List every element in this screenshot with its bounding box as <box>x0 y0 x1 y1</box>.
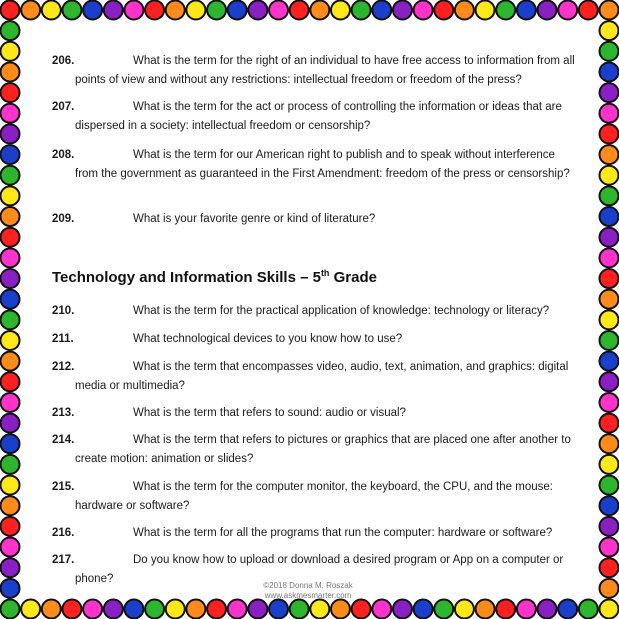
border-circle <box>600 496 619 515</box>
border-circle <box>579 600 598 619</box>
border-circle <box>1 352 20 371</box>
border-circle <box>104 1 123 20</box>
border-circle <box>517 1 536 20</box>
border-circle <box>600 310 619 329</box>
worksheet-page <box>28 26 598 600</box>
border-circle <box>352 600 371 619</box>
border-circle <box>600 207 619 226</box>
border-circle <box>600 1 619 20</box>
border-circle <box>600 434 619 453</box>
border-circle <box>166 1 185 20</box>
border-circle <box>496 1 515 20</box>
border-circle <box>1 310 20 329</box>
border-circle <box>476 1 495 20</box>
border-circle <box>579 1 598 20</box>
question-text: What is the term for the right of an individual to have free access to information from all points of view and without any restrictions: intellectual freedom or freedom of the press? <box>75 55 575 86</box>
border-circle <box>600 269 619 288</box>
border-circle <box>600 186 619 205</box>
border-circle <box>600 145 619 164</box>
border-circle <box>600 21 619 40</box>
border-circle <box>558 600 577 619</box>
border-circle <box>1 145 20 164</box>
border-circle <box>600 538 619 557</box>
border-circle <box>21 1 40 20</box>
question-206 <box>52 52 577 90</box>
border-circle <box>600 248 619 267</box>
border-circle <box>228 1 247 20</box>
border-circle <box>600 579 619 598</box>
border-circle <box>290 600 309 619</box>
border-circle <box>414 1 433 20</box>
question-text: What is the term for the computer monitor, the keyboard, the CPU, and the mouse: hardware or software? <box>75 481 553 512</box>
border-circle <box>600 517 619 536</box>
border-circle <box>1 104 20 123</box>
border-circle <box>538 600 557 619</box>
border-circle <box>1 21 20 40</box>
question-211 <box>52 330 577 349</box>
border-circle <box>1 186 20 205</box>
question-212 <box>52 358 577 396</box>
question-text: What is the term for the practical application of knowledge: technology or literacy? <box>133 305 550 317</box>
border-circle <box>269 600 288 619</box>
border-circle <box>1 42 20 61</box>
border-circle <box>1 124 20 143</box>
question-209 <box>52 210 577 229</box>
question-number: 209. <box>52 213 75 225</box>
border-circle <box>393 1 412 20</box>
border-circle <box>600 455 619 474</box>
question-number: 212. <box>52 361 75 373</box>
question-number: 208. <box>52 149 75 161</box>
border-circle <box>600 600 619 619</box>
border-circle <box>1 496 20 515</box>
border-circle <box>414 600 433 619</box>
question-213 <box>52 404 577 423</box>
question-text: What is the term for the act or process of controlling the information or ideas that are dispersed in a society: intellectual freedom or censorship? <box>75 101 562 132</box>
border-circle <box>186 1 205 20</box>
border-circle <box>1 290 20 309</box>
border-circle <box>1 166 20 185</box>
border-circle <box>228 600 247 619</box>
border-circle <box>1 331 20 350</box>
border-circle <box>207 600 226 619</box>
question-216 <box>52 524 577 543</box>
border-circle <box>310 1 329 20</box>
border-circle <box>1 393 20 412</box>
border-circle <box>1 207 20 226</box>
question-number: 216. <box>52 527 75 539</box>
question-text: What is your favorite genre or kind of literature? <box>133 213 376 225</box>
question-text: What is the term for all the programs that run the computer: hardware or software? <box>133 527 553 539</box>
question-number: 211. <box>52 333 74 345</box>
border-circle <box>372 1 391 20</box>
border-circle <box>310 600 329 619</box>
question-text: What technological devices to you know how to use? <box>133 333 403 345</box>
border-circle <box>600 62 619 81</box>
border-circle <box>517 600 536 619</box>
border-circle <box>1 228 20 247</box>
border-circle <box>600 83 619 102</box>
heading-main: Technology and Information Skills – 5 <box>52 269 321 286</box>
question-number: 215. <box>52 481 75 493</box>
question-number: 206. <box>52 55 75 67</box>
border-circle <box>600 372 619 391</box>
question-text: What is the term that refers to pictures or graphics that are placed one after another to create motion: animation or slides? <box>75 434 571 465</box>
question-210 <box>52 302 577 321</box>
border-circle <box>331 1 350 20</box>
question-text: Do you know how to upload or download a desired program or App on a computer or phone? <box>75 554 564 585</box>
border-circle <box>207 1 226 20</box>
border-circle <box>1 269 20 288</box>
border-circle <box>496 600 515 619</box>
border-circle <box>1 579 20 598</box>
footer-copyright: ©2018 Donna M. Roszak <box>263 581 353 590</box>
border-circle <box>600 228 619 247</box>
border-circle <box>434 1 453 20</box>
border-circle <box>104 600 123 619</box>
border-circle <box>1 248 20 267</box>
border-circle <box>538 1 557 20</box>
border-circle <box>145 600 164 619</box>
border-circle <box>476 600 495 619</box>
border-circle <box>42 1 61 20</box>
question-207 <box>52 98 577 136</box>
question-208 <box>52 146 577 184</box>
border-circle <box>600 331 619 350</box>
border-circle <box>42 600 61 619</box>
border-circle <box>290 1 309 20</box>
border-circle <box>124 600 143 619</box>
question-number: 210. <box>52 305 75 317</box>
border-circle <box>600 104 619 123</box>
footer-website: www.askmesmarter.com <box>264 591 352 600</box>
question-number: 214. <box>52 434 75 446</box>
border-circle <box>62 1 81 20</box>
border-circle <box>1 1 20 20</box>
heading-end: Grade <box>329 269 377 286</box>
border-circle <box>434 600 453 619</box>
border-circle <box>145 1 164 20</box>
border-circle <box>600 352 619 371</box>
question-214 <box>52 431 577 469</box>
question-text: What is the term that refers to sound: audio or visual? <box>133 407 406 419</box>
border-circle <box>352 1 371 20</box>
border-circle <box>393 600 412 619</box>
border-circle <box>269 1 288 20</box>
question-text: What is the term that encompasses video, audio, text, animation, and graphics: digital media or multimedia? <box>75 361 569 392</box>
border-circle <box>455 1 474 20</box>
border-circle <box>1 83 20 102</box>
heading-superscript: th <box>320 268 330 278</box>
border-circle <box>83 1 102 20</box>
border-circle <box>1 558 20 577</box>
border-circle <box>248 600 267 619</box>
border-circle <box>1 434 20 453</box>
border-circle <box>331 600 350 619</box>
border-circle <box>62 600 81 619</box>
border-circle <box>600 476 619 495</box>
border-circle <box>600 414 619 433</box>
border-circle <box>1 600 20 619</box>
border-circle <box>1 62 20 81</box>
border-circle <box>124 1 143 20</box>
border-circle <box>166 600 185 619</box>
question-215 <box>52 478 577 516</box>
border-circle <box>248 1 267 20</box>
border-circle <box>600 290 619 309</box>
border-circle <box>1 455 20 474</box>
border-circle <box>600 393 619 412</box>
border-circle <box>600 558 619 577</box>
border-circle <box>455 600 474 619</box>
border-circle <box>1 476 20 495</box>
question-text: What is the term for our American right to publish and to speak without interference from the government as guaranteed in the First Amendment: freedom of the press or censorship? <box>75 149 570 180</box>
border-circle <box>558 1 577 20</box>
border-circle <box>83 600 102 619</box>
question-number: 207. <box>52 101 75 113</box>
border-circle <box>600 166 619 185</box>
border-circle <box>1 538 20 557</box>
section-heading <box>52 268 377 286</box>
border-circle <box>186 600 205 619</box>
border-circle <box>21 600 40 619</box>
border-circle <box>1 372 20 391</box>
border-circle <box>372 600 391 619</box>
border-circle <box>1 517 20 536</box>
question-number: 217. <box>52 554 75 566</box>
border-circle <box>600 42 619 61</box>
question-number: 213. <box>52 407 75 419</box>
border-circle <box>1 414 20 433</box>
border-circle <box>600 124 619 143</box>
